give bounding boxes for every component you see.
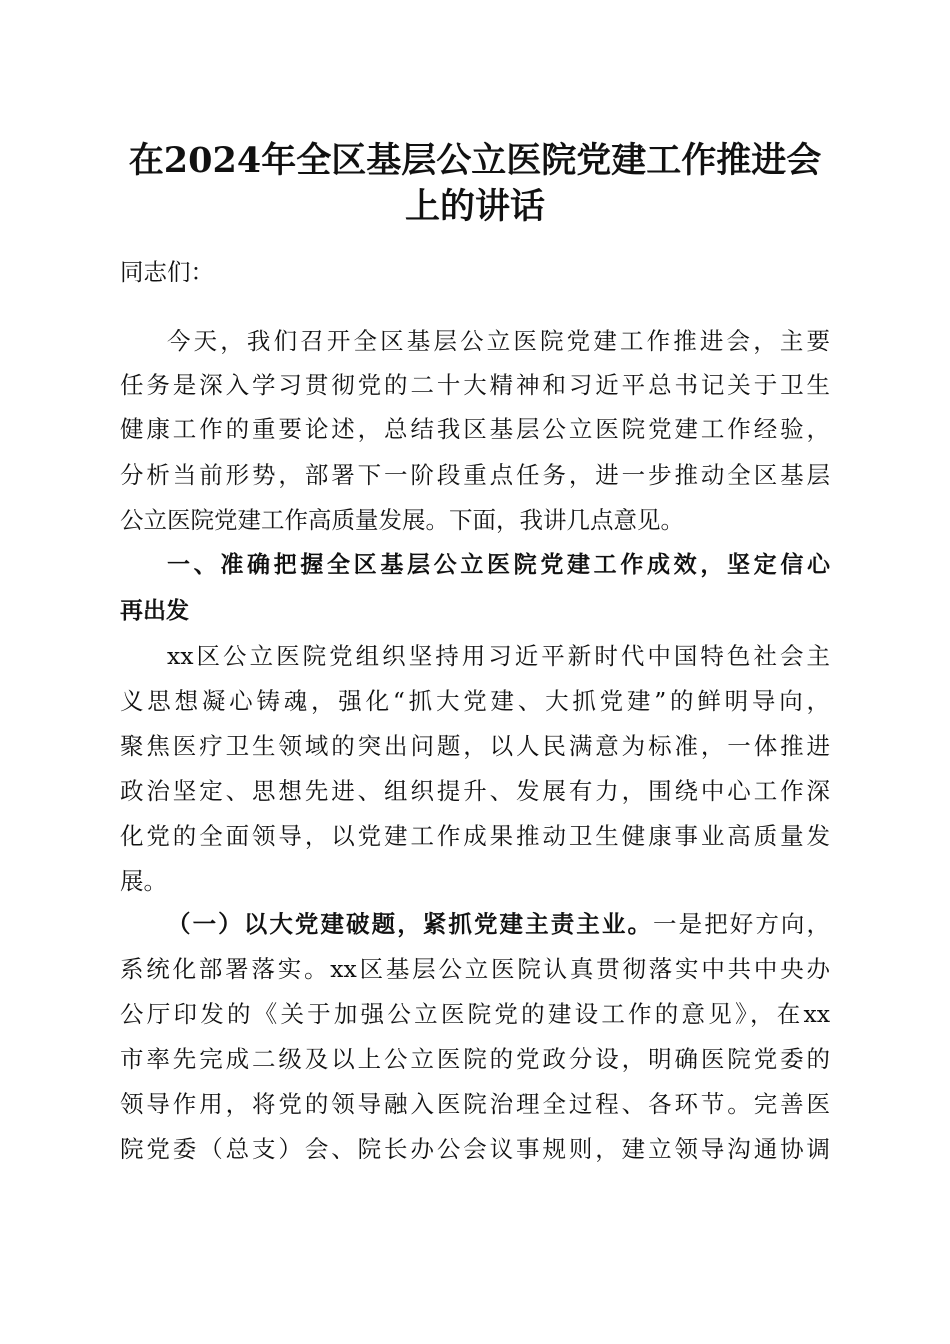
section-1-para-line-1: xx区公立医院党组织坚持用习近平新时代中国特色社会主	[167, 642, 830, 670]
section-1-para-line-5: 化党的全面领导，以党建工作成果推动卫生健康事业高质量发	[120, 822, 830, 850]
document-title-line-1: 在2024年全区基层公立医院党建工作推进会	[128, 140, 822, 181]
section-1-para-line-4: 政治坚定、思想先进、组织提升、发展有力，围绕中心工作深	[120, 777, 830, 805]
subsection-1-line-3: 公厅印发的《关于加强公立医院党的建设工作的意见》，在xx	[120, 1000, 830, 1028]
subsection-1-first-line	[167, 902, 830, 946]
section-1-heading-line-2: 再出发	[120, 598, 189, 624]
subsection-1-line-6: 院党委（总支）会、院长办公会议事规则，建立领导沟通协调	[120, 1135, 830, 1163]
subsection-1-line-5: 领导作用，将党的领导融入医院治理全过程、各环节。完善医	[120, 1090, 830, 1118]
section-1-para-line-2: 义思想凝心铸魂，强化“抓大党建、大抓党建”的鲜明导向，	[120, 687, 830, 715]
intro-line-5: 公立医院党建工作高质量发展。下面，我讲几点意见。	[120, 506, 684, 534]
intro-line-1: 今天，我们召开全区基层公立医院党建工作推进会，主要	[167, 327, 830, 355]
section-1-heading-line-1: 一、准确把握全区基层公立医院党建工作成效，坚定信心	[167, 552, 830, 578]
salutation: 同志们：	[120, 258, 214, 286]
intro-line-2: 任务是深入学习贯彻党的二十大精神和习近平总书记关于卫生	[120, 371, 830, 399]
section-1-para-line-3: 聚焦医疗卫生领域的突出问题，以人民满意为标准，一体推进	[120, 732, 830, 760]
section-1-para-line-6: 展。	[120, 867, 167, 895]
intro-line-3: 健康工作的重要论述，总结我区基层公立医院党建工作经验，	[120, 415, 830, 443]
subsection-1-line-4: 市率先完成二级及以上公立医院的党政分设，明确医院党委的	[120, 1045, 830, 1073]
intro-line-4: 分析当前形势，部署下一阶段重点任务，进一步推动全区基层	[120, 461, 830, 489]
subsection-1-line-2: 系统化部署落实。xx区基层公立医院认真贯彻落实中共中央办	[120, 955, 830, 983]
subsection-1-first-text: 一是把好方向，	[653, 910, 831, 938]
subsection-1-heading: （一）以大党建破题，紧抓党建主责主业。	[167, 910, 654, 938]
document-title-line-2: 上的讲话	[404, 186, 545, 227]
